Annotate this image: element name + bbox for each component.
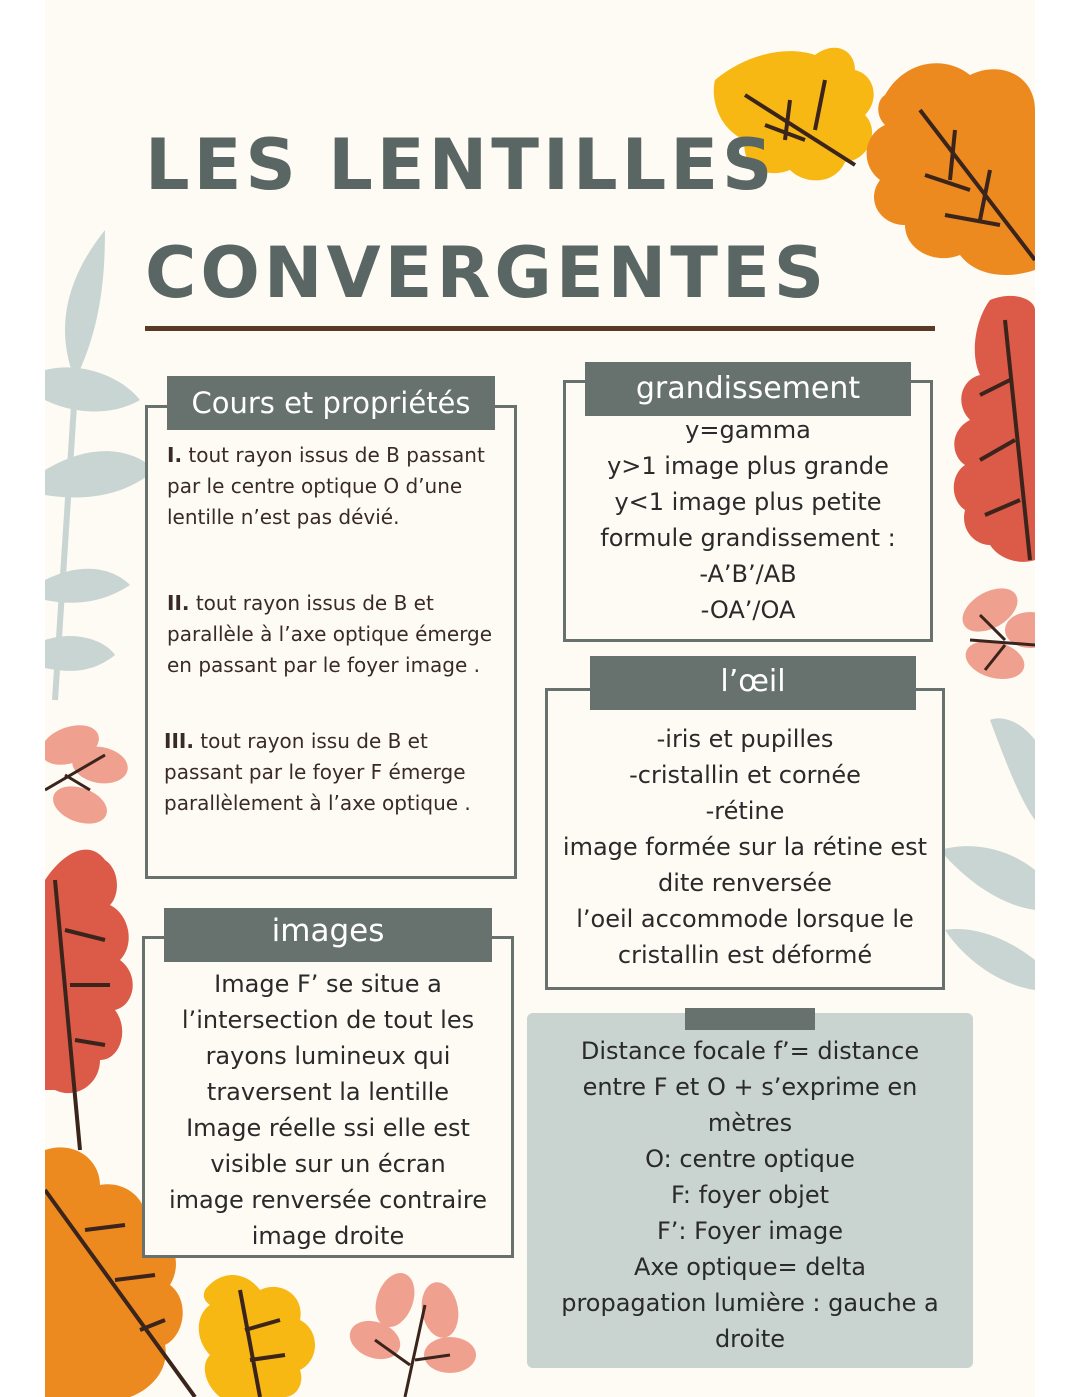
cours-heading-text: Cours et propriétés	[191, 386, 471, 420]
grandissement-line-3: y<1 image plus petite	[614, 488, 882, 516]
cours-item-1	[167, 440, 497, 533]
images-heading	[164, 908, 492, 962]
notes-tab	[685, 1008, 815, 1030]
notes-line-5: F: foyer objet	[670, 1181, 829, 1209]
images-line-8: image droite	[251, 1222, 405, 1250]
grandissement-heading-text: grandissement	[635, 371, 861, 406]
images-line-4: traversent la lentille	[206, 1078, 450, 1106]
pink-leaves-right-icon	[955, 579, 1035, 685]
cours-item-2	[167, 588, 497, 681]
title-line-2: CONVERGENTES	[145, 232, 829, 314]
title-line-1: LES LENTILLES	[145, 124, 777, 206]
grandissement-heading	[585, 362, 911, 416]
oeil-line-1: -iris et pupilles	[656, 725, 834, 753]
cours-item-3	[164, 726, 494, 819]
notes-line-4: O: centre optique	[645, 1145, 855, 1173]
cours-item-3-number: III.	[164, 729, 194, 753]
grandissement-line-4: formule grandissement :	[600, 524, 896, 552]
oeil-content	[545, 721, 945, 973]
pink-leaves-bottom-icon	[344, 1268, 476, 1397]
cours-item-1-number: I.	[167, 443, 183, 467]
oeil-line-6: l’oeil accommode lorsque le	[576, 905, 914, 933]
red-oak-leaf-left-icon	[45, 850, 133, 1150]
oeil-line-7: cristallin est déformé	[617, 941, 873, 969]
images-line-3: rayons lumineux qui	[205, 1042, 451, 1070]
notes-line-2: entre F et O + s’exprime en	[582, 1073, 918, 1101]
images-line-6: visible sur un écran	[210, 1150, 446, 1178]
sage-branch-right-icon	[940, 718, 1035, 990]
notes-line-7: Axe optique= delta	[633, 1253, 866, 1281]
cours-item-1-text: tout rayon issus de B passant par le centre optique O d’une lentille n’est pas dévié.	[167, 443, 485, 529]
oeil-line-3: -rétine	[705, 797, 785, 825]
grandissement-line-2: y>1 image plus grande	[607, 452, 889, 480]
images-line-7: image renversée contraire	[168, 1186, 488, 1214]
oeil-line-4: image formée sur la rétine est	[562, 833, 928, 861]
notes-line-6: F’: Foyer image	[657, 1217, 843, 1245]
red-oak-leaf-right-icon	[954, 296, 1035, 562]
images-content	[142, 966, 514, 1254]
pink-leaves-left-icon	[45, 718, 131, 831]
cours-item-2-number: II.	[167, 591, 190, 615]
oeil-line-5: dite renversée	[658, 869, 832, 897]
notes-line-9: droite	[714, 1325, 786, 1353]
oeil-line-2: -cristallin et cornée	[629, 761, 861, 789]
images-line-5: Image réelle ssi elle est	[186, 1114, 470, 1142]
notes-line-8: propagation lumière : gauche a	[561, 1289, 939, 1317]
grandissement-line-5: -A’B’/AB	[699, 560, 797, 588]
oeil-heading	[590, 656, 916, 710]
orange-oak-leaf-top-right-icon	[867, 63, 1035, 275]
poster-page	[45, 0, 1035, 1397]
notes-content	[527, 1033, 973, 1357]
notes-line-3: mètres	[707, 1109, 793, 1137]
images-line-1: Image F’ se situe a	[214, 970, 442, 998]
oeil-heading-text: l’œil	[720, 664, 786, 699]
cours-heading	[167, 376, 495, 430]
grandissement-line-1: y=gamma	[685, 416, 811, 444]
yellow-oak-leaf-bottom-icon	[199, 1275, 315, 1397]
cours-item-2-text: tout rayon issus de B et parallèle à l’axe optique émerge en passant par le foyer image .	[167, 591, 493, 677]
notes-line-1: Distance focale f’= distance	[580, 1037, 920, 1065]
cours-item-3-text: tout rayon issu de B et passant par le foyer F émerge parallèlement à l’axe optique .	[164, 729, 471, 815]
grandissement-line-6: -OA’/OA	[700, 596, 796, 624]
grandissement-content	[563, 412, 933, 628]
images-heading-text: images	[271, 913, 385, 949]
images-line-2: l’intersection de tout les	[181, 1006, 475, 1034]
title-underline	[145, 326, 935, 331]
sage-branch-left-icon	[45, 230, 155, 700]
